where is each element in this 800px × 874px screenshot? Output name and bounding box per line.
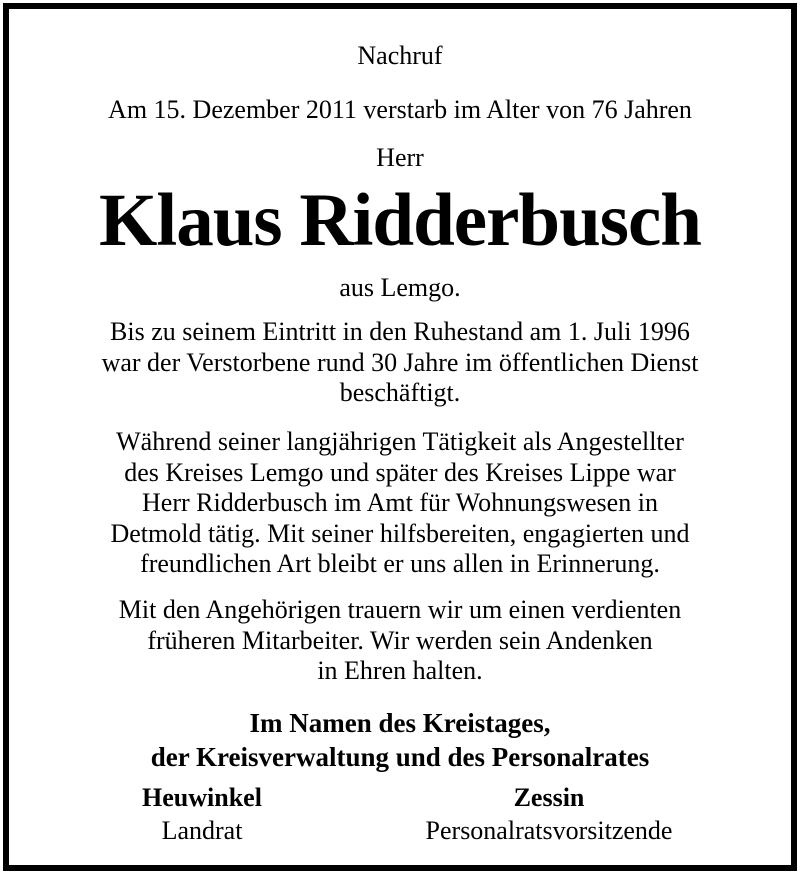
signature-org-line: Im Namen des Kreistages,: [249, 708, 551, 738]
salutation: Herr: [376, 143, 424, 172]
signature-organization: [9, 706, 791, 774]
paragraph-line: Herr Ridderbusch im Amt für Wohnungswesen in: [142, 488, 658, 517]
signer-personalrat: [389, 781, 709, 847]
deceased-name: Klaus Ridderbusch: [99, 179, 701, 262]
paragraph-line: Detmold tätig. Mit seiner hilfsbereiten, engagierten und: [110, 518, 690, 548]
obituary-content: [9, 9, 791, 865]
paragraph-line: Mit den Angehörigen trauern wir um einen verdienten: [118, 595, 682, 624]
origin-line: aus Lemgo.: [339, 273, 461, 302]
paragraph-line: früheren Mitarbeiter. Wir werden sein Andenken: [147, 625, 653, 655]
paragraph-line: freundlichen Art bleibt er uns allen in Erinnerung.: [140, 549, 660, 578]
signer-role: Personalratsvorsitzende: [425, 816, 673, 845]
paragraph-line: war der Verstorbene rund 30 Jahre im öffentlichen Dienst: [101, 347, 699, 377]
signer-name: Heuwinkel: [142, 783, 262, 812]
signature-org-line: der Kreisverwaltung und des Personalrates: [150, 742, 650, 772]
signer-landrat: [102, 781, 302, 847]
obituary-heading: Nachruf: [357, 41, 443, 70]
paragraph-line: Während seiner langjährigen Tätigkeit als Angestellter: [116, 427, 684, 456]
tribute-paragraph: [9, 427, 791, 580]
condolence-paragraph: [9, 595, 791, 687]
signer-name: Zessin: [513, 783, 585, 812]
paragraph-line: in Ehren halten.: [317, 656, 483, 685]
career-paragraph: [9, 317, 791, 409]
signer-role: Landrat: [161, 816, 243, 845]
obituary-border: [3, 3, 797, 871]
death-announcement: Am 15. Dezember 2011 verstarb im Alter von 76 Jahren: [108, 95, 692, 124]
paragraph-line: beschäftigt.: [339, 378, 461, 407]
paragraph-line: Bis zu seinem Eintritt in den Ruhestand am 1. Juli 1996: [110, 317, 690, 346]
paragraph-line: des Kreises Lemgo und später des Kreises Lippe war: [124, 457, 676, 487]
